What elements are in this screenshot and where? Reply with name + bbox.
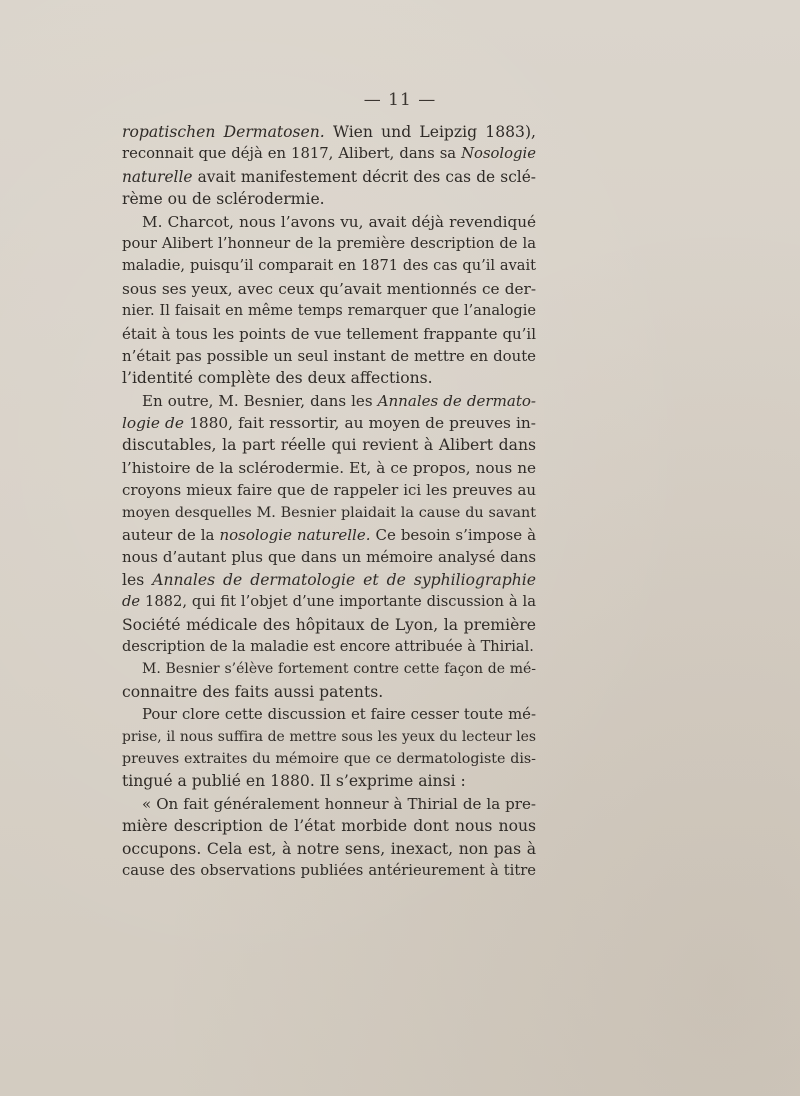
text-line <box>122 502 536 524</box>
text-segment: auteur de la <box>122 526 220 545</box>
text-line <box>122 278 536 300</box>
text-segment: était à tous les points de vue tellement frappante qu’il <box>122 324 536 343</box>
text-segment: Ce besoin s’impose à <box>370 526 537 545</box>
text-segment: M. Besnier s’élève fortement contre cette façon de mé- <box>142 661 536 678</box>
text-segment: mière description de l’état morbide dont nous nous <box>122 817 536 836</box>
text-line <box>122 345 536 367</box>
text-segment: pour Alibert l’honneur de la première description de la <box>122 234 536 252</box>
text-line <box>122 726 536 748</box>
text-segment: avait manifestement décrit des cas de sclé- <box>192 167 536 186</box>
text-line <box>122 479 536 501</box>
text-segment: Pour clore cette discussion et faire cesser toute mé- <box>142 705 536 724</box>
page-number: — 11 — <box>363 90 437 110</box>
text-segment: occupons. Cela est, à notre sens, inexact, non pas à <box>122 839 536 858</box>
text-line <box>122 121 536 143</box>
text-line <box>122 636 536 658</box>
italic-text: Annales de dermato- <box>377 391 537 410</box>
text-line <box>122 211 536 233</box>
text-segment: tingué a publié en 1880. Il s’exprime ainsi : <box>122 772 466 791</box>
text-segment: connaitre des faits aussi patents. <box>122 682 384 701</box>
text-line <box>122 255 536 277</box>
text-segment: nous d’autant plus que dans un mémoire analysé dans <box>122 548 536 567</box>
text-segment: Wien und Leipzig 1883), <box>324 123 536 141</box>
text-line <box>122 546 536 568</box>
text-line <box>122 323 536 345</box>
italic-text: logie de <box>122 414 184 433</box>
text-segment: moyen desquelles M. Besnier plaidait la cause du savant <box>122 504 536 521</box>
text-line <box>122 457 536 479</box>
text-segment: preuves extraites du mémoire que ce dermatologiste dis- <box>122 750 536 767</box>
italic-text: ropatischen Dermatosen. <box>122 123 325 141</box>
text-segment: prise, il nous suffira de mettre sous les yeux du lecteur les <box>122 728 536 745</box>
text-line <box>122 233 536 255</box>
text-line <box>122 390 536 412</box>
text-line <box>122 838 536 860</box>
text-segment: Société médicale des hôpitaux de Lyon, la première <box>122 615 536 634</box>
italic-text: Annales de dermatologie et de syphiliographie <box>152 570 536 589</box>
text-line <box>122 591 536 613</box>
text-line <box>122 569 536 591</box>
text-segment: 1880, fait ressortir, au moyen de preuves in- <box>183 414 536 433</box>
text-segment: croyons mieux faire que de rappeler ici les preuves au <box>122 481 536 500</box>
italic-text: nosologie naturelle. <box>219 526 371 545</box>
text-segment: l’histoire de la sclérodermie. Et, à ce propos, nous ne <box>122 458 536 477</box>
text-segment: maladie, puisqu’il comparait en 1871 des cas qu’il avait <box>122 257 536 275</box>
text-line <box>122 815 536 837</box>
text-line <box>122 524 536 546</box>
text-segment: nier. Il faisait en même temps remarquer que l’analogie <box>122 302 536 320</box>
text-line <box>122 367 536 389</box>
text-segment: reconnait que déjà en 1817, Alibert, dans sa <box>122 145 462 163</box>
text-segment: discutables, la part réelle qui revient à Alibert dans <box>122 436 536 455</box>
text-segment: 1882, qui fit l’objet d’une importante discussion à la <box>140 593 536 611</box>
text-segment: n’était pas possible un seul instant de mettre en doute <box>122 346 536 365</box>
text-segment: En outre, M. Besnier, dans les <box>142 391 378 410</box>
text-segment: cause des observations publiées antérieurement à titre <box>122 861 536 879</box>
text-line <box>122 412 536 434</box>
text-line <box>122 434 536 456</box>
text-segment: « On fait généralement honneur à Thirial de la pre- <box>142 794 536 813</box>
text-line <box>122 860 536 882</box>
text-line <box>122 166 536 188</box>
text-segment: sous ses yeux, avec ceux qu’avait mentionnés ce der- <box>122 279 536 298</box>
text-line <box>122 658 536 680</box>
text-segment: M. Charcot, nous l’avons vu, avait déjà revendiqué <box>142 212 536 231</box>
italic-text: de <box>122 593 141 611</box>
text-segment: l’identité complète des deux affections. <box>122 369 433 388</box>
text-line <box>122 188 536 210</box>
italic-text: Nosologie <box>461 145 536 163</box>
text-segment: description de la maladie est encore attribuée à Thirial. <box>122 637 534 655</box>
text-segment: les <box>122 570 153 589</box>
text-line <box>122 793 536 815</box>
text-line <box>122 614 536 636</box>
text-line <box>122 770 536 792</box>
text-line <box>122 703 536 725</box>
text-segment: rème ou de sclérodermie. <box>122 190 325 209</box>
text-line <box>122 681 536 703</box>
text-line <box>122 300 536 322</box>
text-line <box>122 143 536 165</box>
italic-text: naturelle <box>122 167 193 186</box>
text-line <box>122 748 536 770</box>
body-text <box>122 121 536 882</box>
